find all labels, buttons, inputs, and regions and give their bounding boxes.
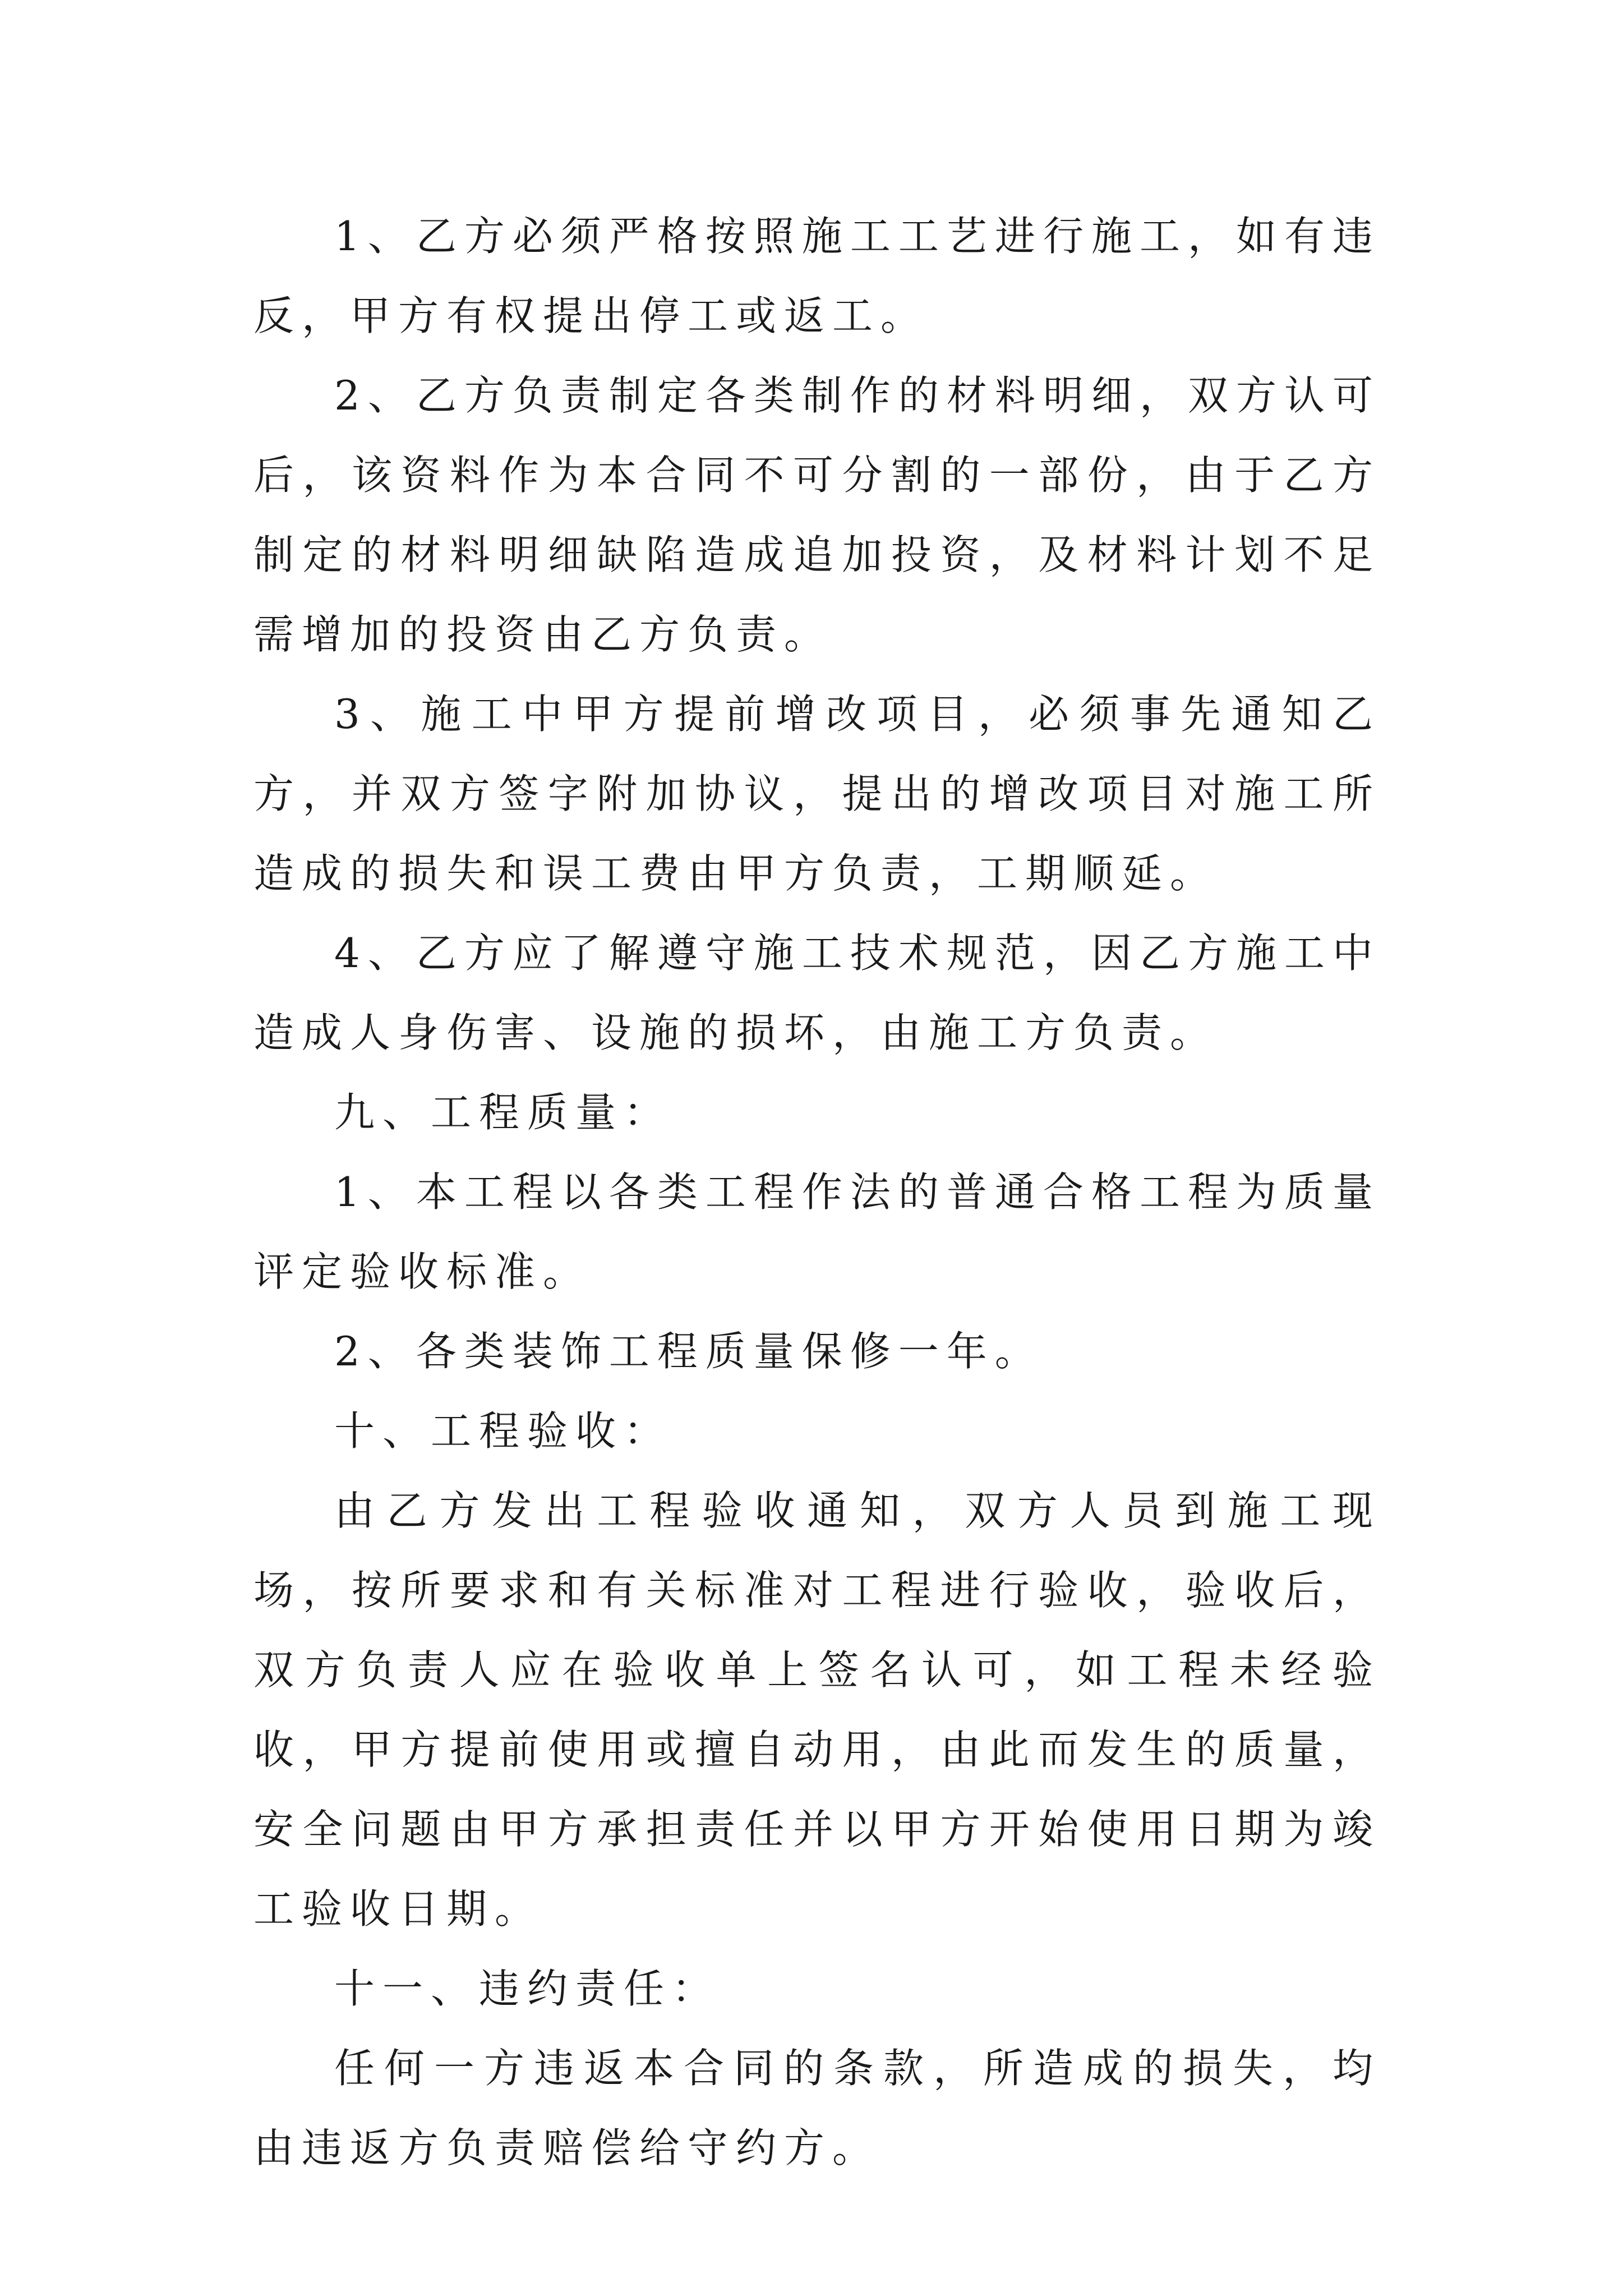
document-body [253,196,1381,2188]
section-heading-acceptance: 十、工程验收： [334,1407,672,1455]
paragraph-clause-4: 4、乙方应了解遵守施工技术规范，因乙方施工中造成人身伤害、设施的损坏，由施工方负责。 [253,930,1381,1056]
paragraph-liability: 任何一方违返本合同的条款，所造成的损失，均由违返方负责赔偿给守约方。 [253,2045,1381,2171]
paragraph-clause-2: 2、乙方负责制定各类制作的材料明细，双方认可后，该资料作为本合同不可分割的一部份，由于乙方制定的材料明细缺陷造成追加投资，及材料计划不足需增加的投资由乙方负责。 [253,372,1381,658]
paragraph-quality-2: 2、各类装饰工程质量保修一年。 [334,1328,1043,1375]
paragraph-clause-1: 1、乙方必须严格按照施工工艺进行施工，如有违反，甲方有权提出停工或返工。 [253,213,1381,339]
section-heading-quality: 九、工程质量： [334,1089,672,1136]
paragraph-clause-3: 3、施工中甲方提前增改项目，必须事先通知乙方，并双方签字附加协议，提出的增改项目对施工所造成的损失和误工费由甲方负责，工期顺延。 [253,691,1381,897]
paragraph-quality-1: 1、本工程以各类工程作法的普通合格工程为质量评定验收标准。 [253,1168,1381,1295]
section-heading-liability: 十一、违约责任： [334,1965,721,2012]
paragraph-acceptance: 由乙方发出工程验收通知，双方人员到施工现场，按所要求和有关标准对工程进行验收，验收后，双方负责人应在验收单上签名认可，如工程未经验收，甲方提前使用或擅自动用，由此而发生的质量，安全问题由甲方承担责任并以甲方开始使用日期为竣工验收日期。 [253,1487,1381,1932]
